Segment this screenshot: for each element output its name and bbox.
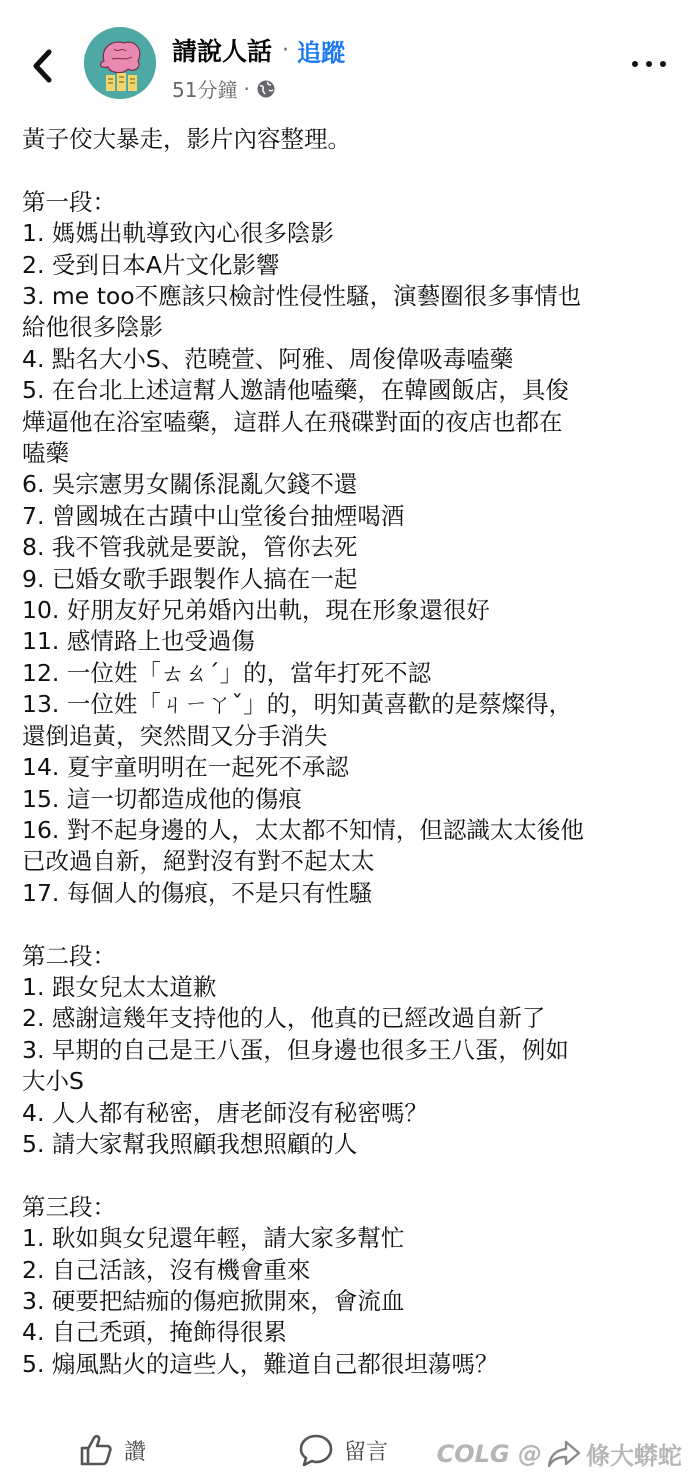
like-button[interactable] — [78, 1432, 146, 1468]
post-meta — [172, 74, 276, 103]
post-header — [0, 0, 690, 112]
post-line: 4. 自己禿頭，掩飾得很累 — [22, 1318, 287, 1347]
page-name-row — [172, 32, 345, 68]
post-line: 5. 在台北上述這幫人邀請他嗑藥，在韓國飯店，具俊 — [22, 376, 569, 405]
post-line: 10. 好朋友好兄弟婚內出軌，現在形象還很好 — [22, 596, 490, 625]
post-line: 1. 跟女兒太太道歉 — [22, 972, 217, 1001]
post-line: 1. 耿如與女兒還年輕，請大家多幫忙 — [22, 1224, 405, 1253]
post-line: 4. 點名大小S、范曉萱、阿雅、周俊偉吸毒嗑藥 — [22, 344, 514, 373]
more-options-button[interactable] — [632, 52, 666, 76]
like-label: 讚 — [124, 1439, 147, 1465]
post-line: 大小S — [22, 1067, 84, 1096]
post-line: 13. 一位姓「ㄐㄧㄚˇ」的，明知黃喜歡的是蔡燦得， — [22, 690, 573, 719]
post-line: 黃子佼大暴走，影片內容整理。 — [22, 125, 351, 153]
share-arrow-icon[interactable] — [546, 1439, 582, 1469]
post-line: 9. 已婚女歌手跟製作人搞在一起 — [22, 564, 358, 593]
post-line: 17. 每個人的傷痕，不是只有性騷 — [22, 878, 373, 907]
post-line: 7. 曾國城在古蹟中山堂後台抽煙喝酒 — [22, 501, 405, 530]
post-text — [22, 124, 672, 1380]
post-line: 15. 這一切都造成他的傷痕 — [22, 784, 302, 813]
post-line: 8. 我不管我就是要說，管你去死 — [22, 533, 358, 562]
post-line: 3. 早期的自己是王八蛋，但身邊也很多王八蛋，例如 — [22, 1035, 569, 1064]
blank-line — [22, 909, 672, 940]
post-line: 給他很多陰影 — [22, 313, 163, 342]
blank-line — [22, 1160, 672, 1191]
page-avatar[interactable] — [84, 27, 156, 99]
post-line: 5. 煽風點火的這些人，難道自己都很坦蕩嗎？ — [22, 1349, 499, 1378]
post-line: 16. 對不起身邊的人，太太都不知情，但認識太太後他 — [22, 815, 584, 844]
post-line: 3. me too不應該只檢討性侵性騷，演藝圈很多事情也 — [22, 282, 582, 311]
post-line: 已改過自新，絕對沒有對不起太太 — [22, 847, 375, 876]
post-line: 4. 人人都有秘密，唐老師沒有秘密嗎？ — [22, 1098, 428, 1127]
post-line: 11. 感情路上也受過傷 — [22, 627, 255, 656]
post-line: 還倒追黃，突然間又分手消失 — [22, 721, 328, 750]
watermark — [437, 1436, 682, 1471]
post-line: 嗑藥 — [22, 439, 69, 468]
post-action-bar — [0, 1420, 690, 1484]
watermark-text: 條大蟒蛇 — [586, 1442, 682, 1470]
watermark-prefix: COLG @ — [436, 1439, 542, 1468]
post-line: 第一段： — [22, 187, 116, 216]
post-line: 第三段： — [22, 1192, 116, 1221]
page-name[interactable]: 請說人話 — [172, 37, 273, 66]
post-line: 6. 吳宗憲男女關係混亂欠錢不還 — [22, 470, 358, 499]
more-dots-icon — [632, 61, 638, 67]
meta-separator: · — [243, 76, 250, 101]
blank-line — [22, 155, 672, 186]
post-timestamp[interactable]: 51分鐘 — [172, 78, 238, 102]
post-line: 2. 自己活該，沒有機會重來 — [22, 1255, 311, 1284]
post-line: 5. 請大家幫我照顧我想照顧的人 — [22, 1129, 358, 1158]
chevron-left-icon — [31, 49, 53, 83]
back-button[interactable] — [26, 46, 58, 86]
name-separator: · — [282, 37, 290, 63]
post-line: 2. 感謝這幾年支持他的人，他真的已經改過自新了 — [22, 1004, 546, 1033]
comment-button[interactable] — [298, 1432, 388, 1468]
post-line: 3. 硬要把結痂的傷疤掀開來，會流血 — [22, 1286, 405, 1315]
post-line: 14. 夏宇童明明在一起死不承認 — [22, 753, 349, 782]
post-line: 2. 受到日本A片文化影響 — [22, 250, 280, 279]
avatar-image — [84, 27, 156, 99]
globe-icon — [256, 79, 276, 99]
follow-button[interactable]: 追蹤 — [297, 38, 346, 67]
comment-bubble-icon — [298, 1432, 334, 1468]
comment-label: 留言 — [344, 1439, 389, 1465]
post-line: 1. 媽媽出軌導致內心很多陰影 — [22, 219, 334, 248]
thumbs-up-icon — [78, 1432, 114, 1468]
post-line: 燁逼他在浴室嗑藥，這群人在飛碟對面的夜店也都在 — [22, 407, 563, 436]
post-line: 12. 一位姓「ㄊㄠˊ」的，當年打死不認 — [22, 658, 432, 687]
post-line: 第二段： — [22, 941, 116, 970]
